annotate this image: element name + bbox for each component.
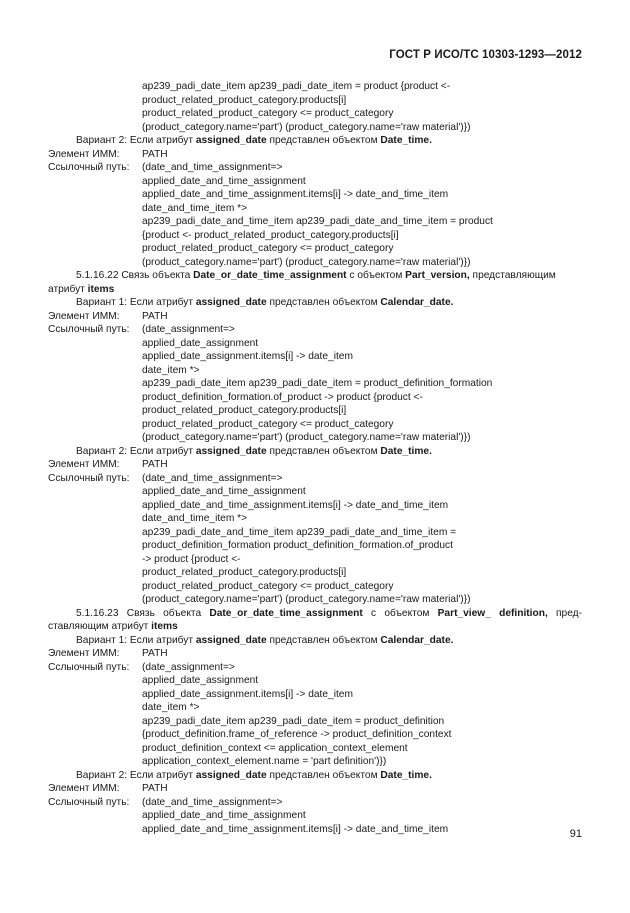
text-line: applied_date_assignment.items[i] -> date_item — [142, 688, 353, 700]
text-line: applied_date_and_time_assignment — [142, 810, 306, 821]
text-line: applied_date_and_time_assignment.items[i] -> date_and_time_item — [142, 823, 449, 835]
document-body — [48, 80, 582, 836]
text-line: {product <- product_related_product_category.products[i] — [142, 229, 399, 241]
reference-path-row: Ссылочный путь: (date_assignment=> — [48, 324, 235, 335]
imm-element-row: Элемент ИММ: PATH — [48, 783, 168, 794]
text-line: applied_date_assignment — [142, 675, 259, 686]
text-line: (product_category.name='part') (product_category.name='raw material')}) — [142, 121, 471, 133]
variant-heading: Вариант 2: Если атрибут assigned_date представлен объектом Date_time. — [76, 135, 432, 146]
section-heading-continuation: атрибут items — [48, 283, 115, 295]
text-line: product_related_product_category.products[i] — [142, 405, 347, 416]
reference-path-row: Сслыочный путь: (date_assignment=> — [48, 661, 235, 673]
text-line: applied_date_and_time_assignment.items[i] -> date_and_time_item — [142, 499, 449, 511]
text-line: applied_date_assignment — [142, 337, 259, 349]
imm-element-row: Элемент ИММ: PATH — [48, 459, 168, 470]
imm-element-row: Элемент ИММ: PATH — [48, 310, 168, 322]
variant-heading: Вариант 1: Если атрибут assigned_date представлен объектом Calendar_date. — [76, 634, 454, 646]
text-line: product_related_product_category <= product_category — [142, 243, 394, 254]
text-line: (product_category.name='part') (product_category.name='raw material')}) — [142, 256, 471, 268]
text-line: application_context_element.name = 'part definition')}) — [142, 756, 387, 767]
text-line: {product_definition.frame_of_reference -> product_definition_context — [142, 729, 452, 740]
imm-element-row: Элемент ИММ: PATH — [48, 148, 168, 160]
text-line: product_related_product_category.products[i] — [142, 94, 347, 106]
text-line: applied_date_assignment.items[i] -> date_item — [142, 351, 353, 362]
text-line: product_related_product_category.products[i] — [142, 567, 347, 578]
reference-path-row: Ссылочный путь: (date_and_time_assignment=> — [48, 162, 283, 173]
text-line: ap239_padi_date_and_time_item ap239_padi_date_and_time_item = — [142, 526, 457, 538]
text-line: product_related_product_category <= product_category — [142, 580, 394, 592]
variant-heading: Вариант 2: Если атрибут assigned_date представлен объектом Date_time. — [76, 769, 432, 781]
text-line: product_related_product_category <= product_category — [142, 108, 394, 119]
imm-element-row: Элемент ИММ: PATH — [48, 648, 168, 659]
section-heading-5-1-16-23: 5.1.16.23 Связь объекта Date_or_date_time_assignment с объектом Part_view_ definition, пред- — [76, 607, 583, 619]
text-line: product_definition_context <= application_context_element — [142, 742, 408, 754]
reference-path-row: Сслыочный путь: (date_and_time_assignment=> — [48, 796, 283, 808]
page-number: 91 — [569, 828, 582, 840]
variant-heading: Вариант 1: Если атрибут assigned_date представлен объектом Calendar_date. — [76, 297, 454, 308]
text-line: applied_date_and_time_assignment — [142, 175, 306, 187]
text-line: ap239_padi_date_item ap239_padi_date_item = product_definition_formation — [142, 378, 493, 389]
text-line: date_item *> — [142, 364, 200, 376]
text-line: product_definition_formation.of_product -> product {product <- — [142, 391, 423, 403]
text-line: product_related_product_category <= product_category — [142, 418, 394, 430]
document-header: ГОСТ Р ИСО/ТС 10303-1293—2012 — [389, 49, 582, 61]
text-line: ap239_padi_date_item ap239_padi_date_item = product_definition — [142, 715, 445, 727]
section-heading-continuation: ставляющим атрибут items — [48, 621, 178, 632]
text-line: -> product {product <- — [142, 553, 241, 565]
text-line: applied_date_and_time_assignment.items[i] -> date_and_time_item — [142, 189, 449, 200]
text-line: (product_category.name='part') (product_category.name='raw material')}) — [142, 594, 471, 605]
text-line: ap239_padi_date_and_time_item ap239_padi_date_and_time_item = product — [142, 216, 493, 227]
text-line: (product_category.name='part') (product_category.name='raw material')}) — [142, 432, 471, 443]
reference-path-row: Ссылочный путь: (date_and_time_assignment=> — [48, 472, 283, 484]
text-line: date_and_time_item *> — [142, 513, 248, 524]
text-line: ap239_padi_date_item ap239_padi_date_item = product {product <- — [142, 81, 451, 92]
text-line: date_and_time_item *> — [142, 202, 248, 214]
variant-heading: Вариант 2: Если атрибут assigned_date представлен объектом Date_time. — [76, 445, 432, 457]
text-line: date_item *> — [142, 702, 200, 713]
text-line: product_definition_formation product_definition_formation.of_product — [142, 540, 453, 551]
text-line: applied_date_and_time_assignment — [142, 486, 306, 497]
section-heading-5-1-16-22: 5.1.16.22 Связь объекта Date_or_date_time_assignment с объектом Part_version, представляющим — [76, 270, 556, 281]
